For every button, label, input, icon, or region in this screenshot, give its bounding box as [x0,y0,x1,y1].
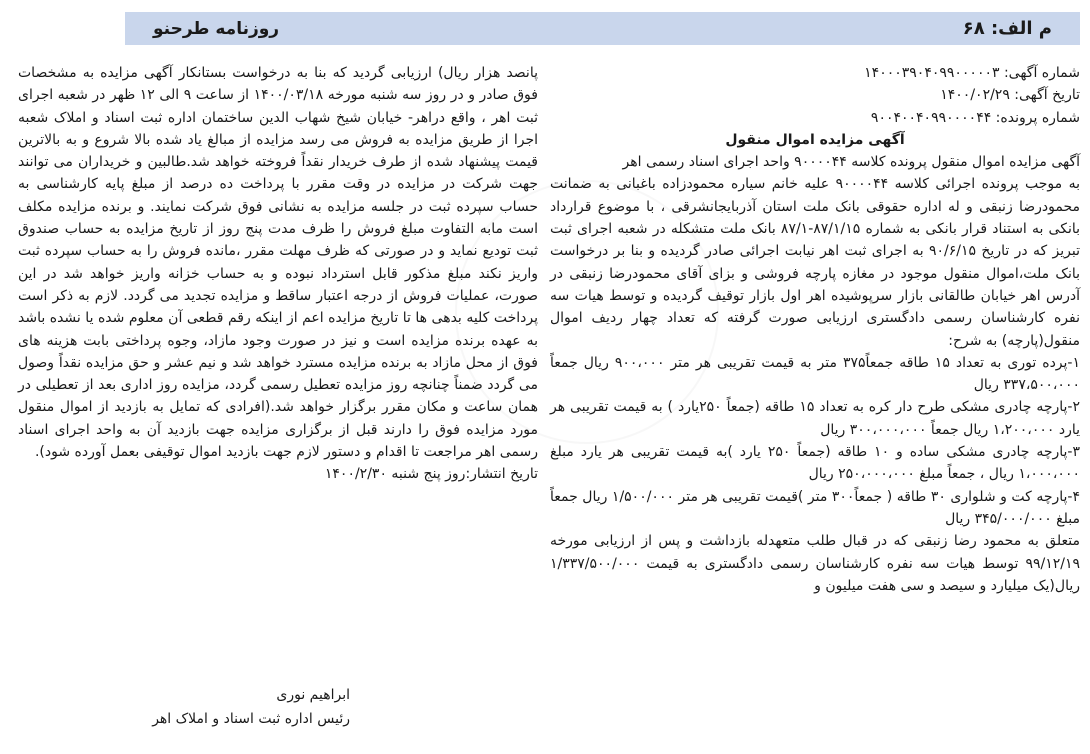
right-column [550,62,1080,597]
paragraph-terms: پانصد هزار ریال) ارزیابی گردید که بنا به درخواست بستانکار آگهی مزایده به مشخصات فوق صادر و در روز سه شنبه مورخه ۱۴۰۰/۰۳/۱۸ از ساعت ۹ الی ۱۲ ظهر در شعبه اجرای ثبت اهر ، واقع دراهر- خیابان شیخ شهاب الدین ساختمان اداره ثبت اسناد و املاک شعبه اجرا از طریق مزایده به فروش می رسد مزایده از مبالغ یاد شده بالا شروع و به بالاترین قیمت پیشنهاد شده از طرف خریدار نقداً فروخته خواهد شد.طالبین و خریداران می توانند جهت شرکت در مزایده در وقت مقرر با پرداخت ده درصد از مبلغ پایه کارشناسی به حساب سپرده ثبت در جلسه مزایده به نشانی فوق شرکت نمایند. و برنده مزایده مکلف است مابه التفاوت مبلغ فروش را ظرف مدت پنج روز از تاریخ مزایده به حساب صندوق ثبت تودیع نماید و در صورتی که ظرف مهلت مقرر ،مانده فروش را به حساب سپرده ثبت واریز نکند مبلغ مذکور قابل استرداد نبوده و به حساب خزانه واریز خواهد شد در این صورت، عملیات فروش از درجه اعتبار ساقط و مزایده تجدید می گردد. لازم به ذکر است پرداخت کلیه بدهی ها تا تاریخ مزایده اعم از اینکه رقم قطعی آن معلوم شده یا نشده باشد به عهده برنده مزایده است و نیز در صورت وجود مازاد، وجوه پرداختی بابت هزینه های فوق از محل مازاد به برنده مزایده مسترد خواهد شد و نیم عشر و حق مزایده نقداً وصول می گردد ضمناً چنانچه روز مزایده تعطیل رسمی گردد، مزایده روز اداری بعد از تعطیلی در همان ساعت و مکان مقرر برگزار خواهد شد.(افرادی که تمایل به بازدید از اموال منقول مورد مزایده فوق را دارند قبل از برگزاری مزایده جهت بازدید آن به واحد اجرای اسناد رسمی اهر مراجعت تا اقدام و دستور لازم جهت بازدید اموال توقیفی بعمل آورده شود). [18,65,538,461]
ad-number: شماره آگهی: ۱۴۰۰۰۳۹۰۴۰۹۹۰۰۰۰۰۳ [864,65,1080,81]
ad-date: تاریخ آگهی: ۱۴۰۰/۰۲/۲۹ [940,87,1080,104]
signer-name: ابراهیم نوری [276,687,350,703]
issue-code: م الف: ۶۸ [962,18,1052,39]
page-header [125,12,1080,45]
file-number: شماره پرونده: ۹۰۰۴۰۰۴۰۹۹۰۰۰۰۴۴ [870,109,1080,126]
item-2: ۲-پارچه چادری مشکی طرح دار کره به تعداد ۱۵ طاقه (جمعاً ۲۵۰یارد ) به قیمت تقریبی هر یارد ۱،۲۰۰،۰۰۰ ریال جمعاً ۳۰۰،۰۰۰،۰۰۰ ریال [550,399,1080,438]
left-column [18,62,538,486]
ad-title: آگهی مزایده اموال منقول [725,131,905,148]
paragraph-intro: آگهی مزایده اموال منقول پرونده کلاسه ۹۰۰۰۰۴۴ واحد اجرای اسناد رسمی اهر [622,154,1080,171]
paragraph-closing: متعلق به محمود رضا زنبقی که در قبال طلب متعهدله بازداشت و پس از ارزیابی مورخه ۹۹/۱۲/۱۹ توسط هیات سه نفره کارشناسان رسمی دادگستری به قیمت ۱/۳۳۷/۵۰۰/۰۰۰ ریال(یک میلیارد و سیصد و سی هفت میلیون و [550,533,1080,594]
item-1: ۱-پرده توری به تعداد ۱۵ طاقه جمعاً۳۷۵ متر به قیمت تقریبی هر متر ۹۰۰،۰۰۰ ریال جمعاً ۳۳۷،۵۰۰،۰۰۰ ریال [550,354,1081,394]
item-3: ۳-پارچه چادری مشکی ساده و ۱۰ طاقه (جمعاً ۲۵۰ یارد )به قیمت تقریبی هر یارد مبلغ ۱،۰۰۰،۰۰۰ ریال ، جمعاً مبلغ ۲۵۰،۰۰۰،۰۰۰ ریال [550,444,1080,483]
signature-block [30,683,350,731]
paragraph-case: به موجب پرونده اجرائی کلاسه ۹۰۰۰۰۴۴ علیه خانم سیاره محمودزاده باغبانی به ضمانت محمودرضا زنبقی و له اداره حقوقی بانک ملت استان آذربایجانشرقی ، با موضوع قرارداد بانکی به استناد قرار بانکی به شماره ۸۷/۱/۱۵-۸۷/۱ بانک ملت متشکله در شعبه اجرای ثبت تبریز که در تاریخ ۹۰/۶/۱۵ به اجرای ثبت اهر نیابت اجرائی صادر گردیده و بنا بر درخواست بانک ملت،اموال منقول موجود در مغازه پارچه فروشی و بزای آقای محمودرضا زنبقی در آدرس اهر خیابان طالقانی بازار سرپوشیده اهر اول بازار توقیف گردیده و توسط هیات سه نفره کارشناسان رسمی دادگستری ارزیابی صورت گرفته که تعداد چهار ردیف اموال منقول(پارچه) به شرح: [550,176,1081,349]
newspaper-name: روزنامه طرحنو [153,18,280,39]
publish-date: تاریخ انتشار:روز پنج شنبه ۱۴۰۰/۲/۳۰ [324,466,538,483]
signer-title: رئیس اداره ثبت اسناد و املاک اهر [152,711,350,727]
item-4: ۴-پارچه کت و شلواری ۳۰ طاقه ( جمعاً۳۰۰ متر )قیمت تقریبی هر متر ۱/۵۰۰/۰۰۰ ریال جمعاً مبلغ ۳۴۵/۰۰۰/۰۰۰ ریال [550,488,1081,527]
